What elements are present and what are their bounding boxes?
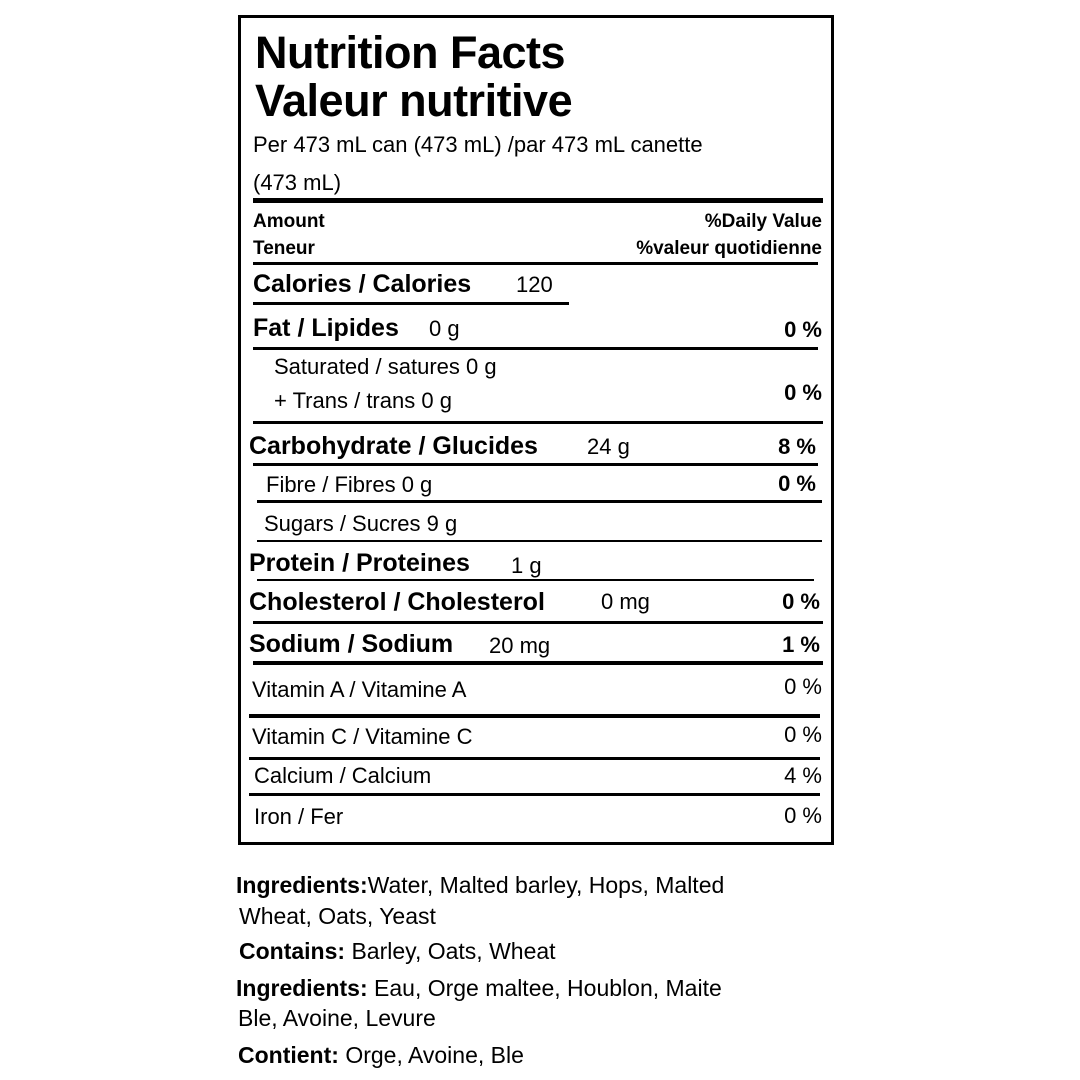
sugars-divider [257,540,822,542]
daily-value-heading-fr: %valeur quotidienne [636,238,822,259]
cholesterol-value: 0 mg [601,589,650,614]
ingredients-en-heading: Ingredients: [236,872,368,898]
cholesterol-divider [253,621,823,624]
contient-text: Orge, Avoine, Ble [345,1042,524,1068]
trans-label: + Trans / trans 0 g [274,388,452,413]
calcium-daily-value: 4 % [784,763,822,788]
contient-heading: Contient: [238,1042,339,1068]
contains-en [239,936,556,966]
ingredients-fr-text: Eau, Orge maltee, Houblon, Maite [374,975,722,1001]
serving-size-line2: (473 mL) [253,170,342,195]
fibre-divider [257,500,822,503]
amount-heading-fr: Teneur [253,238,315,259]
ingredients-fr-heading: Ingredients: [236,975,368,1001]
vitamin-a-daily-value: 0 % [784,674,822,699]
carbohydrate-value: 24 g [587,434,630,459]
vitamin-a-label: Vitamin A / Vitamine A [252,677,467,702]
cholesterol-daily-value: 0 % [782,589,820,614]
amount-heading-en: Amount [253,211,325,232]
fibre-label: Fibre / Fibres 0 g [266,472,433,497]
vitamin-c-divider [249,757,820,760]
iron-label: Iron / Fer [254,804,344,829]
fat-divider [253,347,818,350]
protein-value: 1 g [511,553,542,578]
serving-size-line1: Per 473 mL can (473 mL) /par 473 mL canette [253,132,703,157]
title-en: Nutrition Facts [255,27,566,78]
vitamin-c-label: Vitamin C / Vitamine C [252,724,473,749]
daily-value-heading-en: %Daily Value [704,211,822,232]
ingredients-en [236,870,724,900]
sodium-divider [253,661,823,665]
iron-daily-value: 0 % [784,803,822,828]
calories-value: 120 [516,272,553,297]
fat-daily-value: 0 % [784,317,822,342]
vitamin-c-daily-value: 0 % [784,722,822,747]
fibre-daily-value: 0 % [778,471,816,496]
vitamin-a-divider [249,714,820,718]
carbohydrate-label: Carbohydrate / Glucides [249,432,538,460]
title-fr: Valeur nutritive [255,75,573,126]
trans-divider [253,421,823,424]
calcium-divider [249,793,820,796]
calcium-label: Calcium / Calcium [254,763,432,788]
fat-label: Fat / Lipides [253,314,399,342]
protein-divider [257,579,814,581]
ingredients-en-line2: Wheat, Oats, Yeast [239,903,436,929]
cholesterol-label: Cholesterol / Cholesterol [249,588,545,616]
carbohydrate-daily-value: 8 % [778,434,816,459]
sugars-label: Sugars / Sucres 9 g [264,511,458,536]
ingredients-en-text: Water, Malted barley, Hops, Malted [367,872,725,898]
saturated-label: Saturated / satures 0 g [274,354,497,379]
calories-label: Calories / Calories [253,270,472,298]
sodium-daily-value: 1 % [782,632,820,657]
carbohydrate-divider [253,463,818,466]
ingredients-fr-line2: Ble, Avoine, Levure [238,1005,436,1031]
protein-label: Protein / Proteines [249,549,470,577]
ingredients-fr [236,973,722,1003]
thick-divider [253,198,823,203]
fat-value: 0 g [429,316,460,341]
header-divider [253,262,818,265]
sodium-label: Sodium / Sodium [249,630,454,658]
saturated-trans-daily-value: 0 % [784,380,822,405]
contient-fr [238,1040,524,1070]
contains-heading: Contains: [239,938,346,964]
sodium-value: 20 mg [489,633,551,658]
calories-divider [253,302,569,305]
contains-text: Barley, Oats, Wheat [351,938,556,964]
